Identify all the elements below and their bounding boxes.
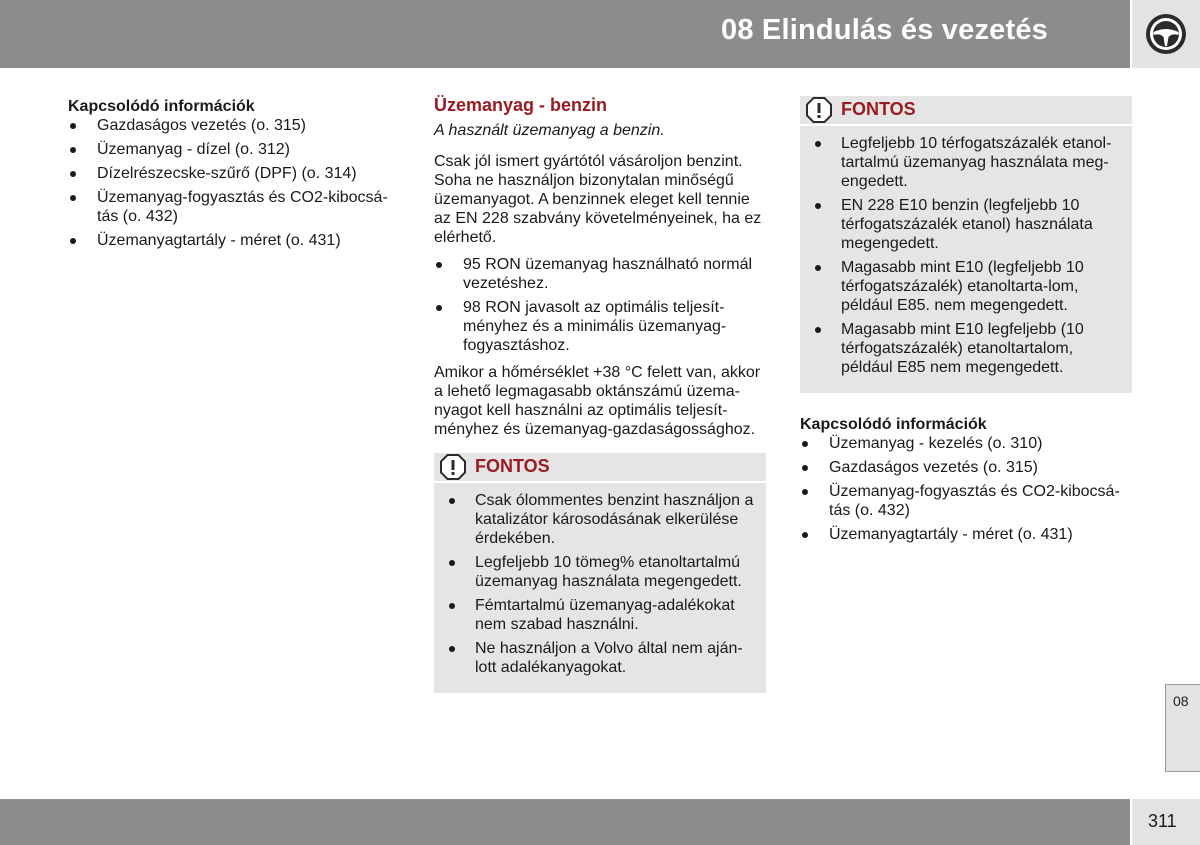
related-info-list bbox=[68, 116, 398, 250]
important-note-box bbox=[434, 453, 766, 693]
list-item-text: EN 228 E10 benzin (legfeljebb 10 térfogatszázalék etanol) használata megengedett. bbox=[841, 197, 1093, 252]
link-text[interactable]: Gazdaságos vezetés (o. 315) bbox=[829, 459, 1039, 476]
bullet bbox=[449, 646, 455, 652]
list-item-text: Magasabb mint E10 legfeljebb (10 térfogatszázalék) etanoltartalom, például E85 nem megengedett. bbox=[841, 321, 1084, 376]
list-item-text: Legfeljebb 10 térfogatszázalék etanol-tartalmú üzemanyag használata meg-engedett. bbox=[841, 135, 1112, 190]
link-text[interactable]: Üzemanyagtartály - méret (o. 431) bbox=[97, 232, 341, 249]
related-info-section bbox=[800, 415, 1132, 544]
list-item-text: Fémtartalmú üzemanyag-adalékokat nem szabad használni. bbox=[475, 597, 735, 633]
bullet bbox=[815, 203, 821, 209]
list-item-text: 98 RON javasolt az optimális teljesít-ményhez és a minimális üzemanyag-fogyasztáshoz. bbox=[463, 299, 727, 354]
bullet bbox=[70, 123, 76, 129]
note-label: FONTOS bbox=[475, 456, 550, 476]
bullet bbox=[436, 305, 442, 311]
list-item-text: Csak ólommentes benzint használjon a katalizátor károsodásának elkerülése érdekében. bbox=[475, 492, 754, 547]
bullet bbox=[815, 265, 821, 271]
bullet bbox=[70, 195, 76, 201]
bullet bbox=[70, 171, 76, 177]
steering-wheel-icon bbox=[1144, 12, 1188, 56]
chapter-side-tab bbox=[1165, 684, 1200, 772]
link-text[interactable]: Üzemanyag - kezelés (o. 310) bbox=[829, 435, 1043, 452]
list-item bbox=[800, 320, 1132, 377]
right-column bbox=[800, 96, 1132, 552]
list-item bbox=[434, 596, 766, 634]
list-item bbox=[434, 298, 766, 355]
bullet bbox=[802, 489, 808, 495]
section-title: Üzemanyag - benzin bbox=[434, 95, 608, 115]
list-item[interactable] bbox=[68, 116, 398, 135]
related-info-list bbox=[800, 434, 1132, 544]
link-text[interactable]: Üzemanyag-fogyasztás és CO2-kibocsá-tás (o. 432) bbox=[829, 483, 1120, 519]
footer-band bbox=[0, 799, 1130, 845]
left-column bbox=[68, 97, 398, 258]
warning-icon bbox=[806, 97, 832, 123]
link-text[interactable]: Üzemanyag - dízel (o. 312) bbox=[97, 141, 290, 158]
list-item bbox=[434, 639, 766, 677]
chapter-icon-box bbox=[1132, 0, 1200, 68]
page-number-box bbox=[1132, 799, 1200, 845]
note-list bbox=[434, 491, 766, 677]
bullet bbox=[449, 603, 455, 609]
related-info-heading: Kapcsolódó információk bbox=[800, 416, 987, 433]
bullet bbox=[815, 327, 821, 333]
middle-column bbox=[434, 95, 766, 693]
link-text[interactable]: Dízelrészecske-szűrő (DPF) (o. 314) bbox=[97, 165, 357, 182]
list-item[interactable] bbox=[68, 188, 398, 226]
octane-list bbox=[434, 255, 766, 355]
page-number: 311 bbox=[1148, 811, 1177, 831]
list-item[interactable] bbox=[68, 164, 398, 183]
list-item-text: 95 RON üzemanyag használható normál vezetéshez. bbox=[463, 256, 753, 292]
chapter-tab-number: 08 bbox=[1173, 693, 1189, 709]
important-note-box bbox=[800, 96, 1132, 393]
chapter-header bbox=[0, 0, 1130, 68]
list-item[interactable] bbox=[68, 231, 398, 250]
bullet bbox=[802, 532, 808, 538]
bullet bbox=[815, 141, 821, 147]
list-item[interactable] bbox=[800, 482, 1132, 520]
list-item-text: Magasabb mint E10 (legfeljebb 10 térfogatszázalék) etanoltarta-lom, például E85. nem megengedett. bbox=[841, 259, 1084, 314]
list-item bbox=[800, 134, 1132, 191]
list-item bbox=[800, 258, 1132, 315]
bullet bbox=[70, 238, 76, 244]
list-item bbox=[800, 196, 1132, 253]
list-item[interactable] bbox=[800, 434, 1132, 453]
body-paragraph: Csak jól ismert gyártótól vásároljon benzint. Soha ne használjon bizonytalan minőségű üzemanyagot. A benzinnek eleget kell tennie az EN 228 szabvány követelményeinek, ha ez elérhető. bbox=[434, 153, 762, 246]
bullet bbox=[802, 441, 808, 447]
bullet bbox=[449, 498, 455, 504]
list-item[interactable] bbox=[800, 458, 1132, 477]
note-header bbox=[434, 453, 766, 483]
bullet bbox=[449, 560, 455, 566]
list-item bbox=[434, 491, 766, 548]
bullet bbox=[70, 147, 76, 153]
list-item bbox=[434, 255, 766, 293]
bullet bbox=[436, 262, 442, 268]
link-text[interactable]: Gazdaságos vezetés (o. 315) bbox=[97, 117, 307, 134]
note-list bbox=[800, 134, 1132, 377]
list-item[interactable] bbox=[800, 525, 1132, 544]
note-header bbox=[800, 96, 1132, 126]
link-text[interactable]: Üzemanyag-fogyasztás és CO2-kibocsá-tás (o. 432) bbox=[97, 189, 388, 225]
list-item-text: Ne használjon a Volvo által nem aján-lott adalékanyagokat. bbox=[475, 640, 743, 676]
section-subtitle: A használt üzemanyag a benzin. bbox=[434, 122, 665, 139]
warning-icon bbox=[440, 454, 466, 480]
list-item-text: Legfeljebb 10 tömeg% etanoltartalmú üzemanyag használata megengedett. bbox=[475, 554, 742, 590]
list-item[interactable] bbox=[68, 140, 398, 159]
body-paragraph: Amikor a hőmérséklet +38 °C felett van, akkor a lehető legmagasabb oktánszámú üzema-nyagot kell használni az optimális teljesít-ményhez és üzemanyag-gazdaságossághoz. bbox=[434, 364, 761, 438]
bullet bbox=[802, 465, 808, 471]
chapter-title: 08 Elindulás és vezetés bbox=[721, 14, 1048, 46]
list-item bbox=[434, 553, 766, 591]
related-info-heading: Kapcsolódó információk bbox=[68, 98, 255, 115]
note-label: FONTOS bbox=[841, 99, 916, 119]
link-text[interactable]: Üzemanyagtartály - méret (o. 431) bbox=[829, 526, 1073, 543]
